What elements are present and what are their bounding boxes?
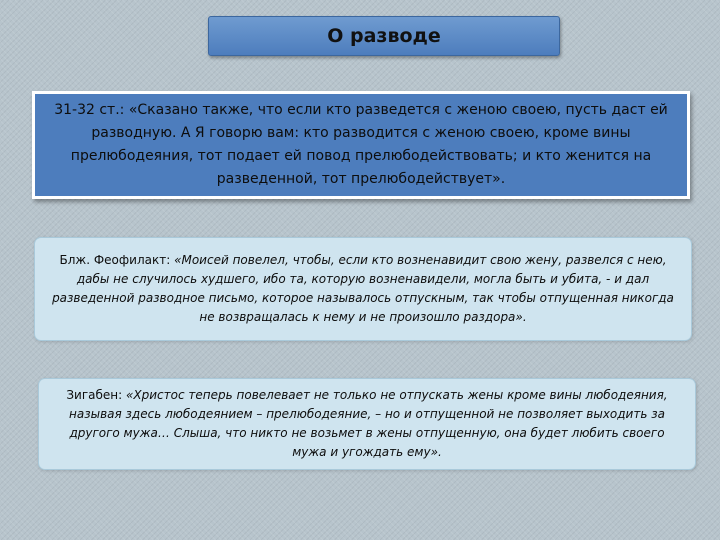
commentary-zigaben-body: «Христос теперь повелевает не только не отпускать жены кроме вины любодеяния, называя здесь любодеянием – прелюбодеяние, – но и отпущенной не позволяет выходить за другого мужа… Слыша, что никто не возьмет в жены отпущенную, она будет любить своего мужа и угождать ему».: [69, 388, 668, 459]
commentary-theophylact-author: Блж. Феофилакт:: [59, 253, 171, 267]
slide-title: О разводе: [327, 25, 441, 47]
commentary-theophylact-box: [34, 237, 692, 341]
scripture-quote-text: 31-32 ст.: «Сказано также, что если кто разведется с женою своею, пусть даст ей разводную. А Я говорю вам: кто разводится с женою своею, кроме вины прелюбодеяния, тот подает ей повод прелюбодействовать; и кто женится на разведенной, тот прелюбодействует».: [54, 102, 668, 187]
slide-title-box: [208, 16, 560, 56]
commentary-zigaben-box: [38, 378, 696, 470]
commentary-theophylact-text: [49, 251, 677, 327]
commentary-theophylact-body: «Моисей повелел, чтобы, если кто возненавидит свою жену, развелся с нею, дабы не случилось худшего, ибо та, которую возненавидели, могла быть и убита, - и дал разведенной разводное письмо, которое называлось отпускным, так чтобы отпущенная никогда не возвращалась к нему и не произошло раздора».: [52, 253, 674, 324]
scripture-quote-box: [32, 91, 690, 199]
commentary-zigaben-author: Зигабен:: [66, 388, 123, 402]
commentary-zigaben-text: [53, 386, 681, 462]
